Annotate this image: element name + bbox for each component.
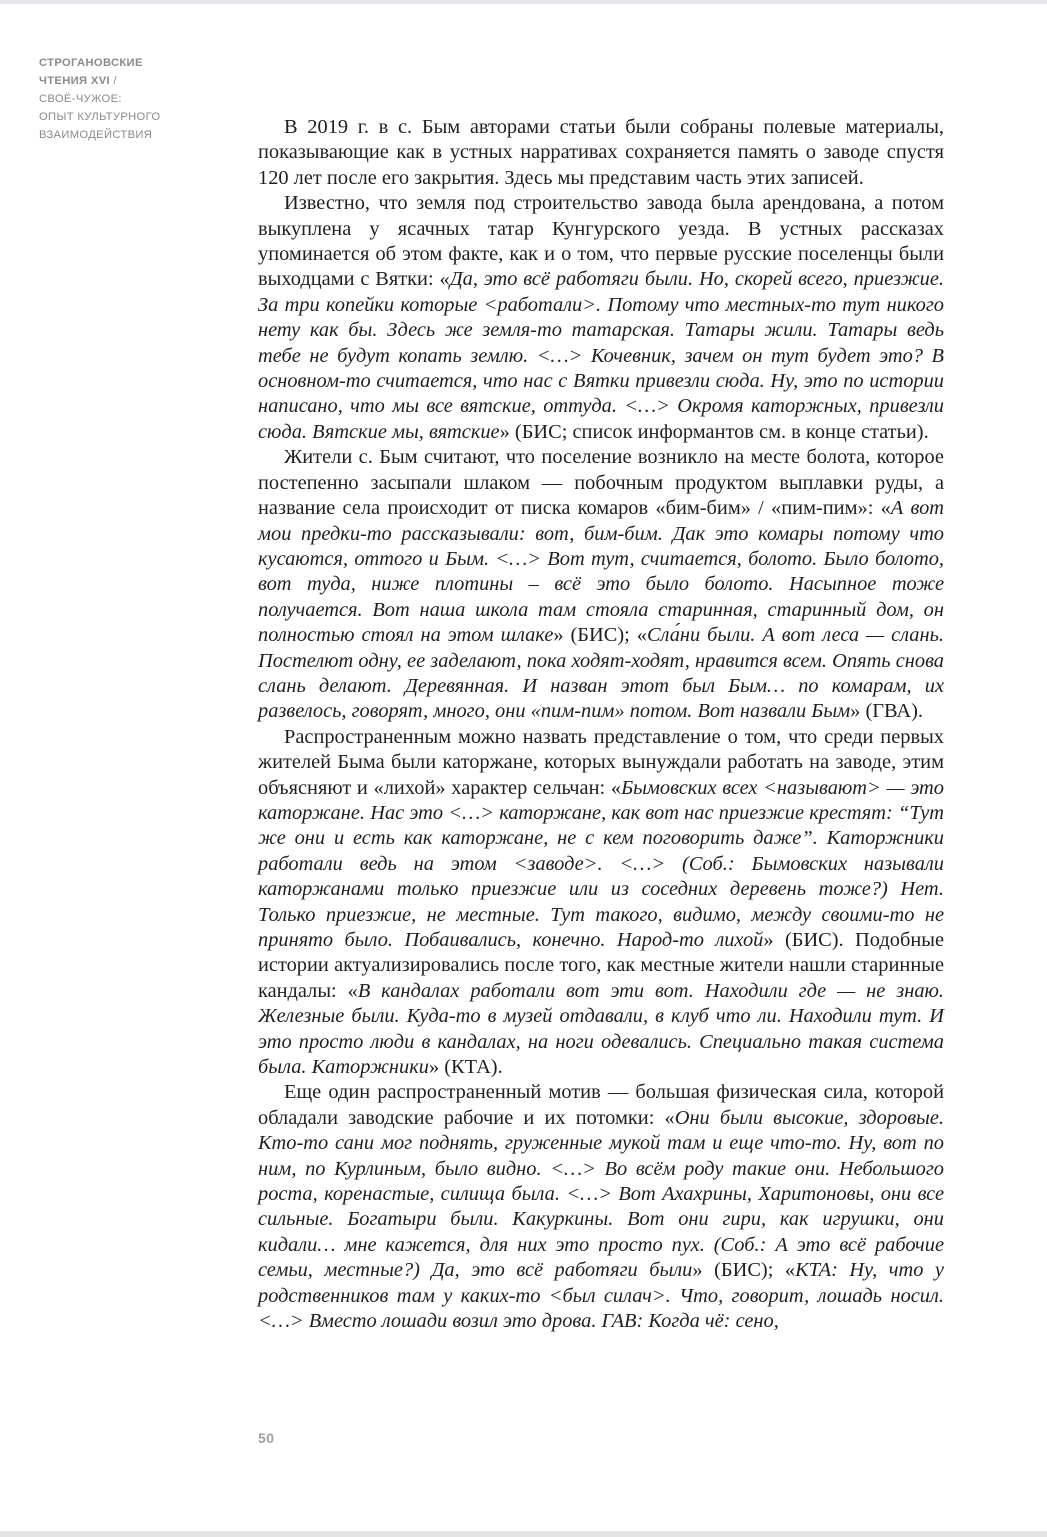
body-text-run: » (БИС; список информантов см. в конце статьи). <box>499 420 929 443</box>
paragraph <box>258 445 944 724</box>
body-text-run: Распространенным можно назвать представление о том, что среди первых жителей Быма были каторжане, которых вынуждали работать на заводе, этим объясняют и «лихой» характер сельчан: « <box>258 725 944 799</box>
running-head-line-5: ВЗАИМОДЕЙСТВИЯ <box>39 129 153 141</box>
running-head-line-2 <box>39 72 239 90</box>
body-text-run: Жители с. Бым считают, что поселение возникло на месте болота, которое постепенно засыпали шлаком — побочным продуктом выплавки руды, а название села происходит от писка комаров «бим-бим» / «пим-пим»: « <box>258 446 944 520</box>
paragraph <box>258 1080 944 1334</box>
paragraph <box>258 725 944 1081</box>
quote-text: КТА: Ну, что у родственников там у каких-то <был силач>. Что, говорит, лошадь носил. <…> Вместо лошади возил это дрова. ГАВ: Когда чё: сено, <box>258 1259 944 1333</box>
body-text-run: » (БИС); « <box>692 1259 796 1282</box>
body-text-run: Известно, что земля под строительство завода была арендована, а потом выкуплена у ясачных татар Кунгурского уезда. В устных рассказах упоминается об этом факте, как и о том, что первые русские поселенцы были выходцами с Вятки: « <box>258 192 944 291</box>
paragraph <box>258 191 944 445</box>
running-head-line-4: ОПЫТ КУЛЬТУРНОГО <box>39 111 161 123</box>
running-head-line-2-bold: ЧТЕНИЯ XVI <box>39 75 110 87</box>
quote-text: Они были высокие, здоровые. Кто-то сани мог поднять, груженные мукой там и еще что-то. Ну, вот по ним, по Курлиным, было видно. <…> Во всём роду такие они. Небольшого роста, коренастые, силища была. <…> Вот Ахахрины, Харитоновы, они все сильные. Богатыри были. Какуркины. Вот они гири, как игрушки, они кидали… мне кажется, для них это просто пух. (Соб.: А это всё рабочие семьи, местные?) Да, это всё работяги были <box>258 1106 944 1282</box>
body-text-run: » (БИС). Подобные истории актуализировались после того, как местные жители нашли старинные кандалы: « <box>258 929 944 1002</box>
running-head-line-3: СВОЁ-ЧУЖОЕ: <box>39 93 122 105</box>
running-head <box>39 54 239 144</box>
bottom-border <box>0 1531 1047 1537</box>
quote-text: А вот мои предки-то рассказывали: вот, бим-бим. Дак это комары потому что кусаются, оттого и Бым. <…> Вот тут, считается, болото. Было болото, вот туда, ниже плотины – всё это было болото. Насыпное тоже получается. Вот наша школа там стояла старинная, старинный дом, он полностью стоял на этом шлаке <box>258 497 944 647</box>
article-body <box>258 115 944 1335</box>
top-border <box>0 0 1047 4</box>
body-text-run: В 2019 г. в с. Бым авторами статьи были собраны полевые материалы, показывающие как в устных нарративах сохраняется память о заводе спустя 120 лет после его закрытия. Здесь мы представим часть этих записей. <box>258 116 944 189</box>
body-text-run: » (КТА). <box>428 1056 503 1079</box>
body-text-run: Еще один распространенный мотив — большая физическая сила, которой обладали заводские рабочие и их потомки: « <box>258 1081 944 1129</box>
running-head-line-1: СТРОГАНОВСКИЕ <box>39 57 143 69</box>
quote-text: Бымовских всех <называют> — это каторжане. Нас это <…> каторжане, как вот нас приезжие крестят: “Тут же они и есть как каторжане, не с кем поговорить даже”. Каторжники работали ведь на этом <заводе>. <…> (Соб.: Бымовских называли каторжанами только приезжие или из соседних деревень тоже?) Нет. Только приезжие, не местные. Тут такого, видимо, между своими-то не принято было. Побаивались, конечно. Народ-то лихой <box>258 776 944 951</box>
quote-text: В кандалах работали вот эти вот. Находили где — не знаю. Железные были. Куда-то в музей отдавали, в клуб что ли. Находили тут. И это просто люди в кандалах, на ноги одевались. Специально такая система была. Каторжники <box>258 979 944 1079</box>
quote-text: Да, это всё работяги были. Но, скорей всего, приезжие. За три копейки которые <работали>. Потому что местных-то тут никого нету как бы. Здесь же земля-то татарская. Татары жили. Татары ведь тебе не будут копать землю. <…> Кочевник, зачем он тут будет это? В основном-то считается, что нас с Вятки привезли сюда. Ну, это по истории написано, что мы все вятские, оттуда. <…> Окромя каторжных, привезли сюда. Вятские мы, вятские <box>258 268 944 443</box>
running-head-line-2-rest: / <box>109 75 117 87</box>
body-text-run: » (БИС); « <box>553 624 647 647</box>
quote-text: Сла́ни были. А вот леса — слань. Постелют одну, ее заделают, пока ходят-ходят, нравится всем. Опять снова слань делают. Деревянная. И назван этот был Бым… по комарам, их развелось, говорят, много, они «пим-пим» потом. Вот назвали Бым <box>258 624 944 723</box>
body-text-run: » (ГВА). <box>850 700 923 723</box>
page-number: 50 <box>258 1430 275 1446</box>
paragraph <box>258 115 944 191</box>
